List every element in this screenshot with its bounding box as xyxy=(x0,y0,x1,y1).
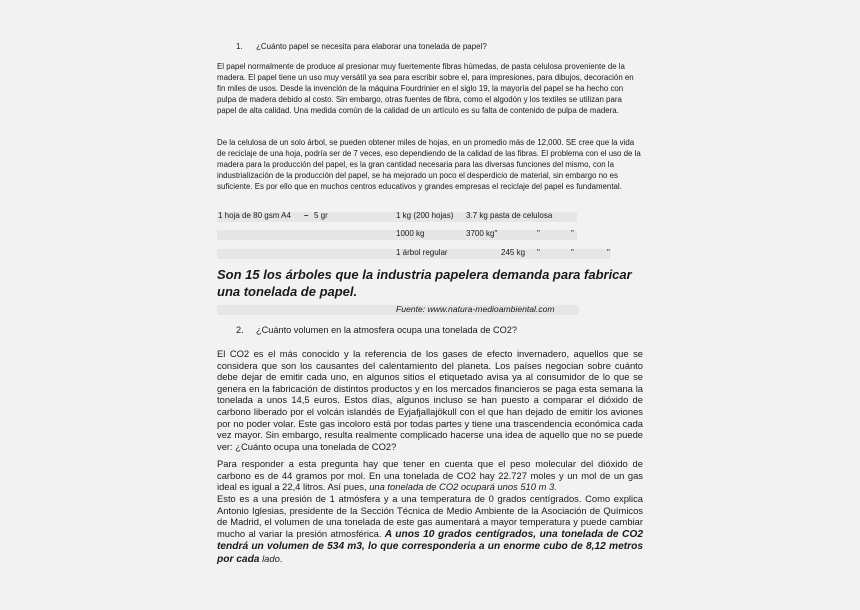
conclusion-heading: Son 15 los árboles que la industria papelera demanda para fabricar una tonelada de papel. xyxy=(217,267,632,299)
calculation-result: una tonelada de CO2 ocupará unos 510 m 3. xyxy=(369,481,557,493)
table-cell: 1 kg (200 hojas) xyxy=(396,211,454,220)
table-cell: " xyxy=(607,248,610,257)
table-cell: 245 kg xyxy=(501,248,526,257)
table-cell: 1 hoja de 80 gsm A4 xyxy=(218,211,291,220)
paragraph-co2-conditions xyxy=(217,493,643,566)
table-cell: 3700 kg" xyxy=(466,229,498,238)
question-1-text: ¿Cuánto papel se necesita para elaborar una tonelada de papel? xyxy=(256,42,487,51)
table-cell: " xyxy=(571,248,574,257)
table-cell: 5 gr xyxy=(314,211,328,220)
table-cell-symbol: – xyxy=(304,211,309,220)
table-cell: " xyxy=(537,248,540,257)
question-2-text: ¿Cuánto volumen en la atmosfera ocupa una tonelada de CO2? xyxy=(256,325,517,335)
table-cell: 1000 kg xyxy=(396,229,425,238)
source-citation: Fuente: www.natura-medioambiental.com xyxy=(396,304,555,314)
table-cell: " xyxy=(571,229,574,238)
conditions-text: Esto es a una presión de 1 atmósfera y a una temperatura de 0 grados centígrados. Como explica Antonio Iglesias, presidente de la Sección Técnica de Medio Ambiente de la Asociación de Químicos de Madrid, el volumen de una tonelada de este gas aumentará a mayor temperatura y puede cambiar mucho al variar la presión atmosférica. xyxy=(217,493,643,539)
table-cell: 3.7 kg pasta de celulosa xyxy=(466,211,553,220)
conditions-ending: lado xyxy=(259,552,280,564)
conditions-period: . xyxy=(279,552,283,564)
calculation-text: Para responder a esta pregunta hay que tener en cuenta que el peso molecular del dióxido de carbono es de 44 gramos por mol. En una tonelada de CO2 hay 22.727 moles y un mol de un gas ideal es igual a 22,4 litros. Así pues, xyxy=(217,458,643,493)
conditions-conclusion: A unos 10 grados centígrados, una tonelada de CO2 tendrá un volumen de 534 m3, lo que corresponderia a un enorme cubo de 8,12 metros por cada xyxy=(217,528,643,565)
question-2-number: 2. xyxy=(236,325,244,335)
paragraph-co2-calculation xyxy=(217,458,643,493)
table-cell: 1 árbol regular xyxy=(396,248,448,257)
table-cell: " xyxy=(537,229,540,238)
paragraph-paper-intro: El papel normalmente de produce al presionar muy fuertemente fibras húmedas, de pasta celulosa proveniente de la madera. El papel tiene un uso muy versátil ya sea para escribir sobre el, para impresiones, para dibujos, decoración en fin miles de usos. Desde la invención de la máquina Fourdrinier en el siglo 19, la mayoría del papel se ha hecho con pulpa de madera debido al costo. Sin embargo, otras fuentes de fibra, como el algodón y los textiles se utilizan para papel de alta calidad. Una medida común de la calidad de un artículo es su falta de contenido de pulpa de madera. xyxy=(217,62,634,115)
paragraph-cellulose: De la celulosa de un solo árbol, se pueden obtener miles de hojas, en un promedio más de 12,000. SE cree que la vida de reciclaje de una hoja, podría ser de 7 veces, eso dependiendo de la calidad de las fibras. El problema con el uso de la madera para la producción del papel, es la gran cantidad necesaria para las diversas funciones del mismo, con la industrialización de la producción del papel, se ha mejorado un poco el desperdicio de material, sin embargo no es suficiente. Es por ello que en muchos centros educativos y grandes empresas el reciclaje del papel es fundamental. xyxy=(217,138,641,191)
question-1-number: 1. xyxy=(236,42,243,51)
paragraph-co2-intro: El CO2 es el más conocido y la referencia de los gases de efecto invernadero, aquellos que se considera que son los causantes del calentamiento del planeta. Los países negocian sobre cuánto debe dejar de emitir cada uno, en algunos sitios el etiquetado avisa ya al consumidor de lo que se genera en la fabricación de distintos productos y en los mercados financieros se paga esta semana la tonelada a unos 14,5 euros. Estos días, algunos incluso se han puesto a comparar el dióxido de carbono liberado por el volcán islandés de Eyjafjallajökull con el que han dejado de emitir los aviones por no poder volar. Este gas incoloro está por todas partes y tiene una trascendencia económica cada vez mayor. Sin embargo, resulta realmente complicado hacerse una idea de aquello que no se puede ver: ¿Cuánto ocupa una tonelada de CO2? xyxy=(217,348,643,452)
